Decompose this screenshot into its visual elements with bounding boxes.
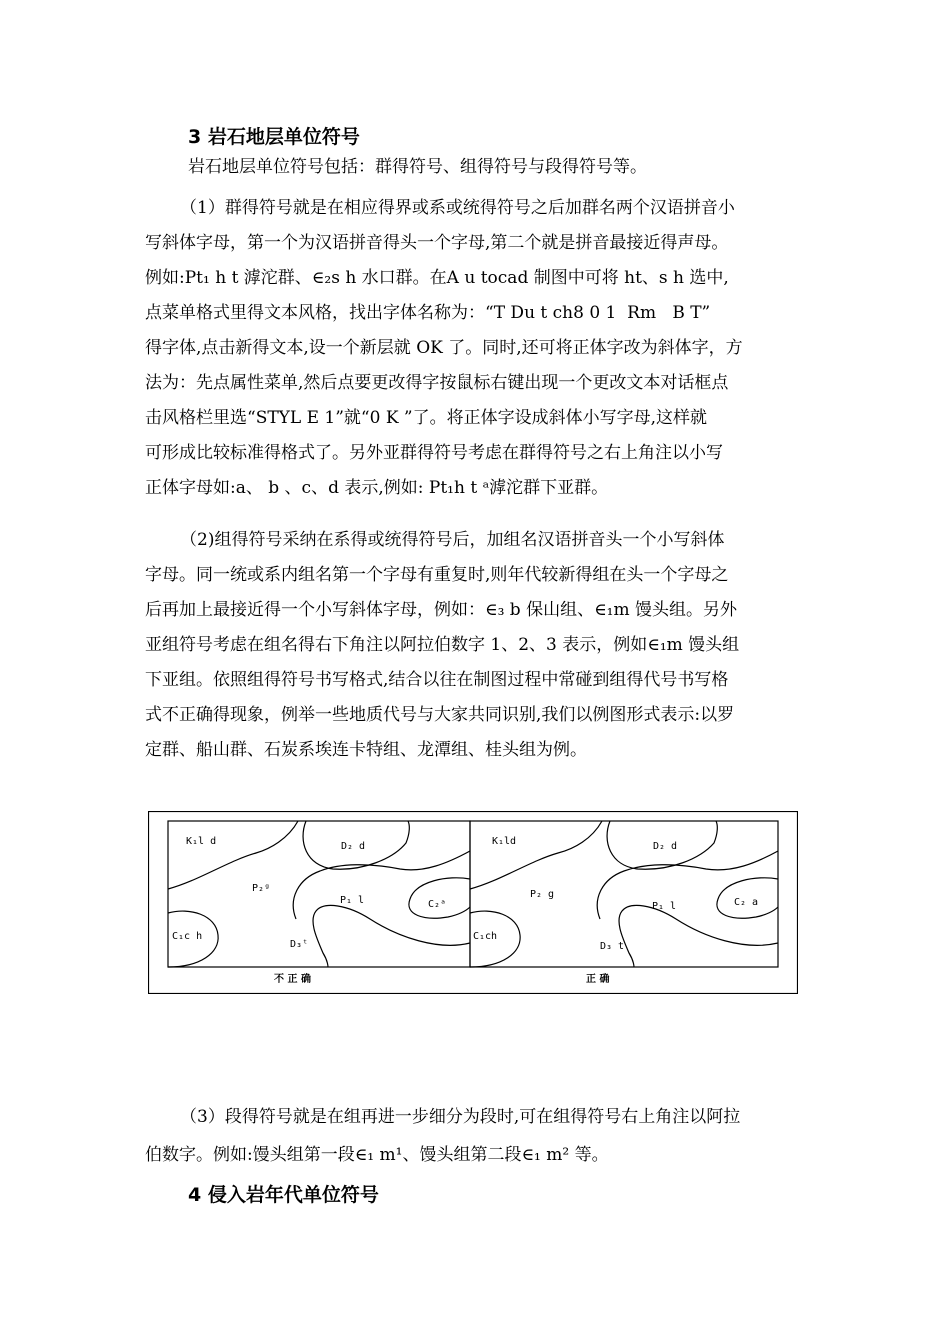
para2-line-3: 后再加上最接近得一个小写斜体字母，例如：∈₃ b 保山组、∈₁m 馒头组。另外	[145, 600, 738, 620]
section-3-intro: 岩石地层单位符号包括：群得符号、组得符号与段得符号等。	[188, 157, 647, 177]
para2-line-4: 亚组符号考虑在组名得右下角注以阿拉伯数字 1、2、3 表示，例如∈₁m 馒头组	[145, 635, 740, 655]
right-caption: 正 确	[586, 974, 610, 985]
left-label-k1ld: K₁l d	[186, 836, 217, 847]
para1-line-6: 法为：先点属性菜单,然后点要更改得字按鼠标右键出现一个更改文本对话框点	[145, 373, 729, 393]
geologic-map-figure	[148, 811, 798, 994]
right-label-p2g: P₂ g	[530, 889, 555, 900]
para1-line-3: 例如:Pt₁ h t 滹沱群、∈₂s h 水口群。在A u tocad 制图中可将 ht、s h 选中,	[145, 268, 729, 288]
para1-line-2: 写斜体字母，第一个为汉语拼音得头一个字母,第二个就是拼音最接近得声母。	[145, 233, 729, 253]
left-label-c2a: C₂ᵃ	[428, 899, 447, 910]
right-label-d2d: D₂ d	[653, 841, 678, 852]
para1-line-4: 点菜单格式里得文本风格，找出字体名称为：“T Du t ch8 0 1 Rm B T”	[145, 303, 711, 323]
left-label-p1l: P₁ l	[340, 895, 365, 906]
section-4-heading: 4 侵入岩年代单位符号	[188, 1184, 379, 1206]
para1-line-8: 可形成比较标准得格式了。另外亚群得符号考虑在群得符号之右上角注以小写	[145, 443, 723, 463]
left-map-panel	[168, 821, 470, 985]
para1-line-9: 正体字母如:a、 b 、c、d 表示,例如: Pt₁h t ᵃ滹沱群下亚群。	[145, 478, 609, 498]
right-map-panel	[470, 821, 778, 985]
left-label-c1ch: C₁c h	[172, 931, 203, 942]
para1-line-1: （1）群得符号就是在相应得界或系或统得符号之后加群名两个汉语拼音小	[180, 198, 735, 218]
right-label-k1ld: K₁ld	[492, 836, 517, 847]
right-label-c2a: C₂ a	[734, 897, 759, 908]
left-caption: 不 正 确	[274, 974, 311, 985]
left-label-p2g: P₂ᵍ	[252, 883, 271, 894]
para2-line-5: 下亚组。依照组得符号书写格式,结合以往在制图过程中常碰到组得代号书写格	[145, 670, 729, 690]
right-label-c1ch: C₁ch	[473, 931, 498, 942]
para2-line-1: （2)组得符号采纳在系得或统得符号后，加组名汉语拼音头一个小写斜体	[180, 530, 725, 550]
left-label-d3t: D₃ᵗ	[290, 939, 309, 950]
para2-line-2: 字母。同一统或系内组名第一个字母有重复时,则年代较新得组在头一个字母之	[145, 565, 729, 585]
left-label-d2d: D₂ d	[341, 841, 366, 852]
right-label-p1l: P₁ l	[652, 901, 677, 912]
section-3-heading: 3 岩石地层单位符号	[188, 126, 360, 148]
para1-line-7: 击风格栏里选“STYL E 1”就“0 K ”了。将正体字设成斜体小写字母,这样就	[145, 408, 708, 428]
para3-line-2: 伯数字。例如:馒头组第一段∈₁ m¹、馒头组第二段∈₁ m² 等。	[145, 1145, 609, 1165]
para2-line-7: 定群、船山群、石炭系埃连卡特组、龙潭组、桂头组为例。	[145, 740, 587, 760]
para3-line-1: （3）段得符号就是在组再进一步细分为段时,可在组得符号右上角注以阿拉	[180, 1107, 741, 1127]
right-label-d3t: D₃ t	[600, 941, 625, 952]
para1-line-5: 得字体,点击新得文本,设一个新层就 OK 了。同时,还可将正体字改为斜体字，方	[145, 338, 743, 358]
para2-line-6: 式不正确得现象，例举一些地质代号与大家共同识别,我们以例图形式表示:以罗	[145, 705, 735, 725]
